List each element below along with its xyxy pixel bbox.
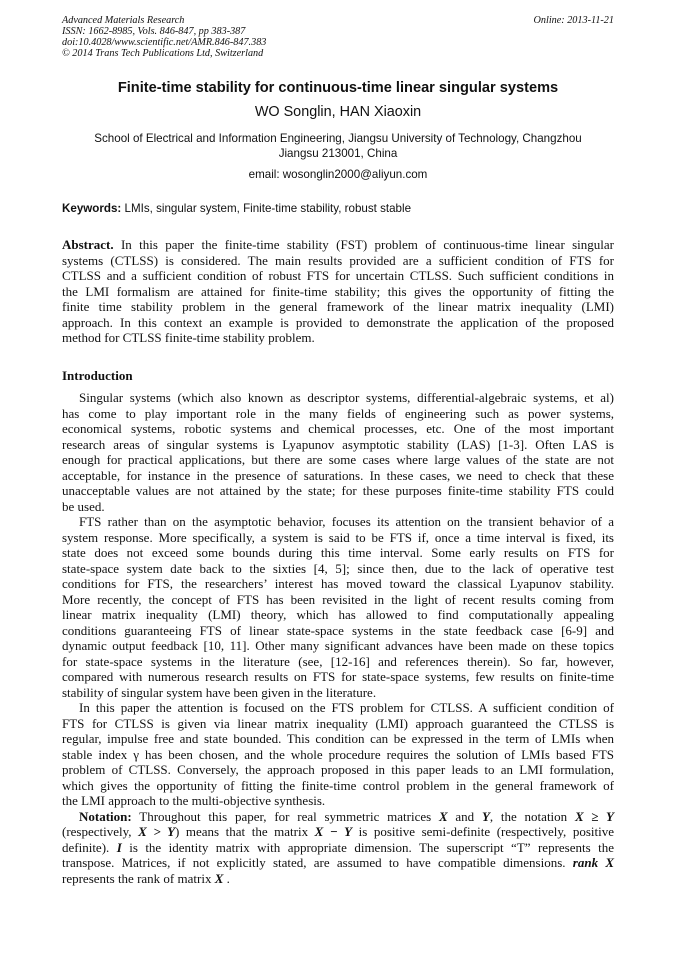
- notation-text: transpose. Matrices, if not explicitly stated, are assumed to have compatible dimensions.: [62, 855, 573, 870]
- math-relation: X > Y: [138, 824, 176, 839]
- math-x: X: [214, 870, 224, 886]
- notation-text: represents the rank of matrix: [62, 870, 215, 886]
- notation-text: , the notation: [489, 808, 575, 824]
- math-rank: rank X: [572, 855, 615, 870]
- paragraph-line: FTS for CTLSS is given via linear matrix inequality (LMI) approach guaranteed the CTLSS is: [62, 715, 614, 731]
- notation-line: [62, 809, 614, 825]
- notation-text: and: [447, 808, 482, 824]
- abstract-line: systems (CTLSS) is considered. The main results provided are a sufficient condition of FTS for: [62, 252, 614, 268]
- paragraph-line: stable index γ has been chosen, and the whole procedure requires the solution of LMIs based FTS: [62, 746, 614, 762]
- introduction-body: [62, 390, 614, 886]
- notation-text: (respectively,: [62, 824, 139, 839]
- math-difference: X − Y: [314, 824, 353, 839]
- math-x: X: [438, 808, 448, 824]
- paper-authors: WO Songlin, HAN Xiaoxin: [254, 104, 422, 120]
- notation-text: definite).: [62, 839, 117, 855]
- abstract-line: the LMI formalism are attained for finite-time stability; this gives the opportunity of fitting the: [62, 283, 614, 299]
- paper-title: Finite-time stability for continuous-time linear singular systems: [117, 80, 559, 96]
- abstract-line: method for CTLSS finite-time stability problem.: [62, 330, 315, 345]
- abstract-line: finite time stability problem in the general framework of the linear matrix inequality (LMI): [62, 299, 614, 314]
- notation-text: ) means that the matrix: [175, 824, 315, 839]
- notation-text: .: [223, 870, 230, 886]
- paragraph-line: Singular systems (which also known as descriptor systems, differential-algebraic systems, et al): [79, 390, 614, 405]
- paragraph-line: stability of singular system have been given in the literature.: [62, 684, 377, 700]
- paragraph-line: research areas of singular systems is Lyapunov asymptotic stability (LAS) [1-3]. Often LAS is: [62, 436, 614, 452]
- math-relation: X ≥ Y: [574, 808, 614, 824]
- paragraph-line: system response. More specifically, a system is said to be FTS if, once a time interval is fixed, its: [62, 529, 614, 545]
- paragraph-line: conditions for FTS, the researchers’ interest has moved toward the classical Lyapunov stability.: [62, 576, 614, 591]
- abstract-line: CTLSS and a sufficient condition of robust FTS for uncertain CTLSS. Such sufficient conditions in: [62, 268, 614, 283]
- paragraph-line: for state-space systems in the literature (see, [12-16] and references therein). So far, however,: [62, 653, 614, 669]
- affiliation-line: Jiangsu 213001, China: [278, 147, 398, 160]
- journal-header: [62, 15, 614, 59]
- paragraph-line: which gives the opportunity of fitting the finite-time control problem in the general framework of: [62, 777, 614, 793]
- abstract-label: Abstract.: [62, 237, 114, 252]
- notation-line: [62, 840, 614, 856]
- affiliation: [62, 131, 614, 161]
- notation-text: is positive semi-definite (respectively, positive: [352, 824, 614, 839]
- doi-line: doi:10.4028/www.scientific.net/AMR.846-847.383: [62, 37, 267, 48]
- notation-line: [62, 871, 614, 887]
- notation-line: [62, 824, 614, 840]
- paragraph-line: dynamic output feedback [10, 11]. Other many significant advances have been made on these topics: [62, 638, 614, 653]
- paragraph-line: state-space system date back to the sixties [4, 5]; since then, due to the lack of operative test: [62, 560, 614, 576]
- paragraph-line: compared with numerous research results on FTS for state-space systems, few results on finite-time: [62, 669, 614, 684]
- abstract-text: In this paper the finite-time stability (FST) problem of continuous-time linear singular: [113, 237, 614, 252]
- keywords-label: Keywords:: [62, 202, 122, 215]
- author-email: email: wosonglin2000@aliyun.com: [248, 168, 428, 181]
- paragraph-line: conditions guaranteeing FTS of linear state-space systems in the state feedback case [6-9] and: [62, 622, 614, 638]
- paragraph-line: regular, impulse free and state bounded. This condition can be expressed in the term of LMIs when: [62, 731, 614, 746]
- paragraph-line: More recently, the concept of FTS has been revisited in the light of recent results coming from: [62, 591, 614, 607]
- paragraph-line: unacceptable values are not attained by the state; for these purposes finite-time stability FTS could: [62, 483, 614, 498]
- paragraph-line: acceptable, for instance in the presence of saturations. In these cases, we need to check that these: [62, 467, 614, 483]
- math-y: Y: [481, 808, 490, 824]
- journal-name: Advanced Materials Research: [62, 15, 185, 26]
- math-identity: I: [116, 839, 122, 855]
- paragraph-line: linear matrix inequality (LMI) theory, which has allowed to find computationally appealing: [62, 607, 614, 622]
- abstract: [62, 237, 614, 346]
- online-date: Online: 2013-11-21: [533, 15, 614, 26]
- issn-line: ISSN: 1662-8985, Vols. 846-847, pp 383-387: [62, 26, 246, 37]
- notation-line: [62, 855, 614, 871]
- paragraph-line: be used.: [62, 498, 105, 514]
- notation-label: Notation:: [79, 808, 132, 824]
- abstract-line: [62, 237, 614, 253]
- paragraph-line: enough for practical applications, but there are some cases where large values of the state are not: [62, 452, 614, 467]
- keywords-text: LMIs, singular system, Finite-time stability, robust stable: [124, 202, 412, 215]
- paragraph-line: the LMI approach to the multi-objective synthesis.: [62, 793, 326, 808]
- notation-text: is the identity matrix with appropriate dimension. The superscript “T” represents the: [121, 839, 614, 855]
- paragraph-line: problem of CTLSS. Conversely, the approach proposed in this paper leads to an LMI formulation,: [62, 762, 614, 777]
- abstract-line: approach. In this context an example is provided to demonstrate the application of the proposed: [62, 314, 614, 330]
- keywords: [62, 201, 614, 216]
- paragraph-line: FTS rather than on the asymptotic behavior, focuses its attention on the transient behavior of a: [79, 514, 614, 529]
- section-heading-introduction: Introduction: [62, 368, 133, 383]
- copyright-line: © 2014 Trans Tech Publications Ltd, Switzerland: [62, 48, 264, 59]
- notation-text: Throughout this paper, for real symmetric matrices: [131, 808, 439, 824]
- paragraph-line: state does not exceed some bounds during this time interval. Some early results on FTS for: [62, 545, 614, 560]
- paragraph-line: In this paper the attention is focused on the FTS problem for CTLSS. A sufficient condition of: [79, 700, 614, 715]
- affiliation-line: School of Electrical and Information Engineering, Jiangsu University of Technology, Changzhou: [94, 132, 582, 145]
- paragraph-line: has come to play important role in the many fields of engineering such as power systems,: [62, 405, 614, 421]
- paragraph-line: economical systems, robotic systems and chemical processes, etc. One of the most important: [62, 421, 614, 436]
